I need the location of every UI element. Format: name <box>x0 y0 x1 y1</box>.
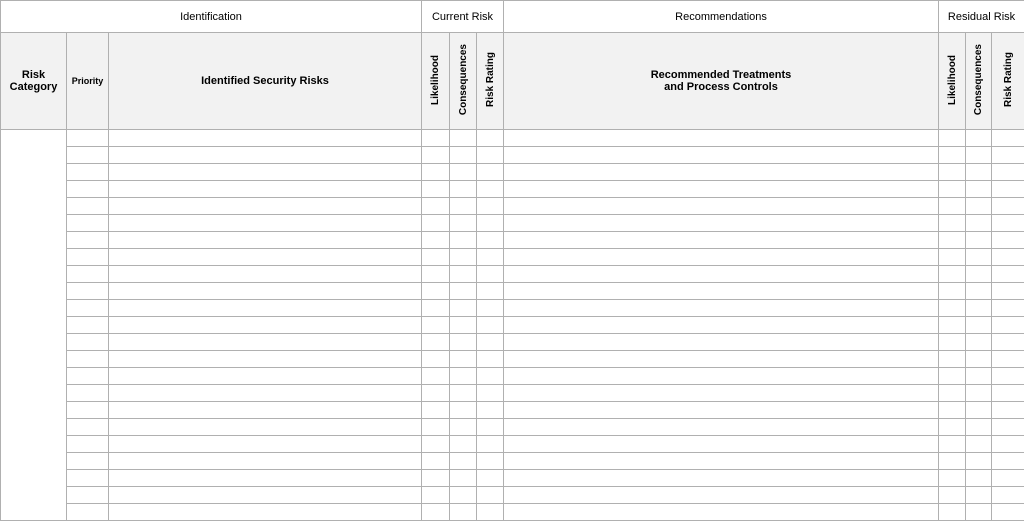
current-consequences-cell[interactable] <box>450 487 477 504</box>
risk-description-cell[interactable] <box>109 249 422 266</box>
current-consequences-cell[interactable] <box>450 385 477 402</box>
treatment-cell[interactable] <box>504 249 939 266</box>
priority-cell[interactable] <box>67 487 109 504</box>
residual-consequences-cell[interactable] <box>966 334 992 351</box>
priority-cell[interactable] <box>67 385 109 402</box>
current-likelihood-cell[interactable] <box>422 368 450 385</box>
residual-likelihood-cell[interactable] <box>939 283 966 300</box>
group-header-row <box>1 1 1024 33</box>
residual-likelihood-cell[interactable] <box>939 470 966 487</box>
treatment-cell[interactable] <box>504 419 939 436</box>
residual-consequences-cell[interactable] <box>966 385 992 402</box>
header-residual-consequences-label: Consequences <box>973 43 985 116</box>
residual-risk-rating-cell[interactable] <box>992 266 1024 283</box>
residual-likelihood-cell[interactable] <box>939 147 966 164</box>
risk-description-cell[interactable] <box>109 487 422 504</box>
risk-table-body <box>1 130 1024 521</box>
risk-description-cell[interactable] <box>109 130 422 147</box>
residual-risk-rating-cell[interactable] <box>992 317 1024 334</box>
risk-description-cell[interactable] <box>109 334 422 351</box>
header-recommended-treatments <box>504 33 939 130</box>
treatment-cell[interactable] <box>504 504 939 521</box>
table-row <box>1 470 1024 487</box>
priority-cell[interactable] <box>67 215 109 232</box>
table-row <box>1 368 1024 385</box>
residual-risk-rating-cell[interactable] <box>992 164 1024 181</box>
treatment-cell[interactable] <box>504 232 939 249</box>
current-risk-rating-cell[interactable] <box>477 232 504 249</box>
residual-likelihood-cell[interactable] <box>939 436 966 453</box>
column-header-row <box>1 33 1024 130</box>
risk-category-cell[interactable] <box>1 130 67 521</box>
header-residual-consequences <box>966 33 992 130</box>
residual-likelihood-cell[interactable] <box>939 130 966 147</box>
current-likelihood-cell[interactable] <box>422 232 450 249</box>
residual-consequences-cell[interactable] <box>966 181 992 198</box>
current-risk-rating-cell[interactable] <box>477 470 504 487</box>
treatment-cell[interactable] <box>504 300 939 317</box>
risk-description-cell[interactable] <box>109 470 422 487</box>
residual-consequences-cell[interactable] <box>966 317 992 334</box>
residual-consequences-cell[interactable] <box>966 368 992 385</box>
current-likelihood-cell[interactable] <box>422 249 450 266</box>
header-residual-likelihood-label: Likelihood <box>946 54 958 105</box>
table-row <box>1 385 1024 402</box>
table-row <box>1 147 1024 164</box>
table-row <box>1 266 1024 283</box>
table-row <box>1 487 1024 504</box>
risk-description-cell[interactable] <box>109 147 422 164</box>
table-row <box>1 300 1024 317</box>
risk-description-cell[interactable] <box>109 351 422 368</box>
current-likelihood-cell[interactable] <box>422 470 450 487</box>
residual-consequences-cell[interactable] <box>966 419 992 436</box>
residual-likelihood-cell[interactable] <box>939 368 966 385</box>
residual-consequences-cell[interactable] <box>966 436 992 453</box>
residual-risk-rating-cell[interactable] <box>992 147 1024 164</box>
current-likelihood-cell[interactable] <box>422 300 450 317</box>
residual-risk-rating-cell[interactable] <box>992 402 1024 419</box>
treatment-cell[interactable] <box>504 266 939 283</box>
risk-description-cell[interactable] <box>109 215 422 232</box>
treatment-cell[interactable] <box>504 351 939 368</box>
current-consequences-cell[interactable] <box>450 300 477 317</box>
residual-consequences-cell[interactable] <box>966 147 992 164</box>
risk-description-cell[interactable] <box>109 504 422 521</box>
residual-likelihood-cell[interactable] <box>939 351 966 368</box>
current-likelihood-cell[interactable] <box>422 266 450 283</box>
treatment-cell[interactable] <box>504 181 939 198</box>
current-consequences-cell[interactable] <box>450 436 477 453</box>
current-consequences-cell[interactable] <box>450 283 477 300</box>
current-consequences-cell[interactable] <box>450 419 477 436</box>
priority-cell[interactable] <box>67 232 109 249</box>
header-current-risk-rating-label: Risk Rating <box>484 51 496 107</box>
current-consequences-cell[interactable] <box>450 147 477 164</box>
current-likelihood-cell[interactable] <box>422 385 450 402</box>
current-risk-rating-cell[interactable] <box>477 181 504 198</box>
residual-consequences-cell[interactable] <box>966 487 992 504</box>
priority-cell[interactable] <box>67 436 109 453</box>
treatment-cell[interactable] <box>504 470 939 487</box>
priority-cell[interactable] <box>67 402 109 419</box>
current-consequences-cell[interactable] <box>450 249 477 266</box>
header-current-likelihood <box>422 33 450 130</box>
residual-likelihood-cell[interactable] <box>939 198 966 215</box>
residual-likelihood-cell[interactable] <box>939 317 966 334</box>
residual-consequences-cell[interactable] <box>966 215 992 232</box>
header-current-consequences <box>450 33 477 130</box>
current-likelihood-cell[interactable] <box>422 283 450 300</box>
treatment-cell[interactable] <box>504 147 939 164</box>
current-likelihood-cell[interactable] <box>422 181 450 198</box>
current-likelihood-cell[interactable] <box>422 198 450 215</box>
residual-risk-rating-cell[interactable] <box>992 453 1024 470</box>
current-likelihood-cell[interactable] <box>422 436 450 453</box>
risk-description-cell[interactable] <box>109 385 422 402</box>
residual-likelihood-cell[interactable] <box>939 232 966 249</box>
current-likelihood-cell[interactable] <box>422 419 450 436</box>
residual-likelihood-cell[interactable] <box>939 215 966 232</box>
residual-likelihood-cell[interactable] <box>939 504 966 521</box>
header-residual-risk-rating <box>992 33 1024 130</box>
priority-cell[interactable] <box>67 249 109 266</box>
risk-description-cell[interactable] <box>109 164 422 181</box>
current-risk-rating-cell[interactable] <box>477 130 504 147</box>
priority-cell[interactable] <box>67 181 109 198</box>
group-recommendations: Recommendations <box>504 1 939 33</box>
treatment-cell[interactable] <box>504 130 939 147</box>
residual-likelihood-cell[interactable] <box>939 300 966 317</box>
group-residual-risk: Residual Risk <box>939 1 1024 33</box>
risk-description-cell[interactable] <box>109 402 422 419</box>
current-consequences-cell[interactable] <box>450 470 477 487</box>
risk-description-cell[interactable] <box>109 419 422 436</box>
priority-cell[interactable] <box>67 317 109 334</box>
current-consequences-cell[interactable] <box>450 181 477 198</box>
treatment-cell[interactable] <box>504 436 939 453</box>
table-row <box>1 504 1024 521</box>
priority-cell[interactable] <box>67 283 109 300</box>
table-row <box>1 351 1024 368</box>
residual-risk-rating-cell[interactable] <box>992 487 1024 504</box>
treatment-cell[interactable] <box>504 385 939 402</box>
current-risk-rating-cell[interactable] <box>477 453 504 470</box>
table-row <box>1 283 1024 300</box>
priority-cell[interactable] <box>67 147 109 164</box>
current-likelihood-cell[interactable] <box>422 215 450 232</box>
residual-likelihood-cell[interactable] <box>939 487 966 504</box>
risk-description-cell[interactable] <box>109 300 422 317</box>
residual-likelihood-cell[interactable] <box>939 181 966 198</box>
header-risk-category-line1: Risk <box>21 69 46 81</box>
current-consequences-cell[interactable] <box>450 368 477 385</box>
header-residual-risk-rating-label: Risk Rating <box>1002 51 1014 107</box>
header-identified-security-risks: Identified Security Risks <box>109 33 422 130</box>
residual-consequences-cell[interactable] <box>966 470 992 487</box>
priority-cell[interactable] <box>67 419 109 436</box>
priority-cell[interactable] <box>67 164 109 181</box>
table-row <box>1 181 1024 198</box>
header-risk-category-line2: Category <box>9 81 58 93</box>
residual-likelihood-cell[interactable] <box>939 334 966 351</box>
priority-cell[interactable] <box>67 351 109 368</box>
current-consequences-cell[interactable] <box>450 164 477 181</box>
current-risk-rating-cell[interactable] <box>477 198 504 215</box>
residual-likelihood-cell[interactable] <box>939 249 966 266</box>
current-risk-rating-cell[interactable] <box>477 215 504 232</box>
priority-cell[interactable] <box>67 130 109 147</box>
treatment-cell[interactable] <box>504 334 939 351</box>
risk-description-cell[interactable] <box>109 283 422 300</box>
current-risk-rating-cell[interactable] <box>477 334 504 351</box>
current-likelihood-cell[interactable] <box>422 130 450 147</box>
residual-risk-rating-cell[interactable] <box>992 470 1024 487</box>
residual-risk-rating-cell[interactable] <box>992 368 1024 385</box>
current-likelihood-cell[interactable] <box>422 147 450 164</box>
table-row <box>1 436 1024 453</box>
treatment-cell[interactable] <box>504 487 939 504</box>
residual-consequences-cell[interactable] <box>966 266 992 283</box>
residual-likelihood-cell[interactable] <box>939 419 966 436</box>
current-risk-rating-cell[interactable] <box>477 317 504 334</box>
current-risk-rating-cell[interactable] <box>477 487 504 504</box>
header-residual-likelihood <box>939 33 966 130</box>
residual-consequences-cell[interactable] <box>966 351 992 368</box>
priority-cell[interactable] <box>67 198 109 215</box>
current-likelihood-cell[interactable] <box>422 402 450 419</box>
residual-risk-rating-cell[interactable] <box>992 385 1024 402</box>
current-consequences-cell[interactable] <box>450 351 477 368</box>
residual-risk-rating-cell[interactable] <box>992 249 1024 266</box>
residual-consequences-cell[interactable] <box>966 504 992 521</box>
priority-cell[interactable] <box>67 470 109 487</box>
table-row <box>1 249 1024 266</box>
residual-risk-rating-cell[interactable] <box>992 130 1024 147</box>
current-risk-rating-cell[interactable] <box>477 504 504 521</box>
residual-consequences-cell[interactable] <box>966 232 992 249</box>
current-likelihood-cell[interactable] <box>422 334 450 351</box>
treatment-cell[interactable] <box>504 164 939 181</box>
risk-description-cell[interactable] <box>109 436 422 453</box>
table-row <box>1 402 1024 419</box>
treatment-cell[interactable] <box>504 317 939 334</box>
current-likelihood-cell[interactable] <box>422 351 450 368</box>
residual-risk-rating-cell[interactable] <box>992 300 1024 317</box>
header-current-risk-rating <box>477 33 504 130</box>
header-priority: Priority <box>67 33 109 130</box>
header-risk-category <box>1 33 67 130</box>
current-risk-rating-cell[interactable] <box>477 147 504 164</box>
risk-description-cell[interactable] <box>109 266 422 283</box>
residual-risk-rating-cell[interactable] <box>992 436 1024 453</box>
current-likelihood-cell[interactable] <box>422 487 450 504</box>
risk-description-cell[interactable] <box>109 181 422 198</box>
current-consequences-cell[interactable] <box>450 504 477 521</box>
current-risk-rating-cell[interactable] <box>477 402 504 419</box>
risk-description-cell[interactable] <box>109 368 422 385</box>
residual-risk-rating-cell[interactable] <box>992 283 1024 300</box>
risk-description-cell[interactable] <box>109 198 422 215</box>
residual-consequences-cell[interactable] <box>966 198 992 215</box>
residual-risk-rating-cell[interactable] <box>992 215 1024 232</box>
table-row <box>1 453 1024 470</box>
current-risk-rating-cell[interactable] <box>477 266 504 283</box>
table-row <box>1 198 1024 215</box>
risk-description-cell[interactable] <box>109 453 422 470</box>
current-risk-rating-cell[interactable] <box>477 283 504 300</box>
residual-consequences-cell[interactable] <box>966 453 992 470</box>
residual-risk-rating-cell[interactable] <box>992 334 1024 351</box>
table-row <box>1 419 1024 436</box>
risk-description-cell[interactable] <box>109 232 422 249</box>
group-identification: Identification <box>1 1 422 33</box>
priority-cell[interactable] <box>67 504 109 521</box>
residual-consequences-cell[interactable] <box>966 283 992 300</box>
current-risk-rating-cell[interactable] <box>477 164 504 181</box>
current-risk-rating-cell[interactable] <box>477 385 504 402</box>
residual-risk-rating-cell[interactable] <box>992 181 1024 198</box>
treatment-cell[interactable] <box>504 453 939 470</box>
current-consequences-cell[interactable] <box>450 402 477 419</box>
current-risk-rating-cell[interactable] <box>477 419 504 436</box>
residual-consequences-cell[interactable] <box>966 402 992 419</box>
residual-risk-rating-cell[interactable] <box>992 351 1024 368</box>
treatment-cell[interactable] <box>504 368 939 385</box>
priority-cell[interactable] <box>67 300 109 317</box>
treatment-cell[interactable] <box>504 283 939 300</box>
current-consequences-cell[interactable] <box>450 317 477 334</box>
residual-risk-rating-cell[interactable] <box>992 504 1024 521</box>
table-row <box>1 164 1024 181</box>
priority-cell[interactable] <box>67 453 109 470</box>
current-consequences-cell[interactable] <box>450 232 477 249</box>
residual-risk-rating-cell[interactable] <box>992 232 1024 249</box>
current-consequences-cell[interactable] <box>450 334 477 351</box>
current-risk-rating-cell[interactable] <box>477 436 504 453</box>
current-likelihood-cell[interactable] <box>422 164 450 181</box>
header-current-consequences-label: Consequences <box>457 43 469 116</box>
table-row <box>1 232 1024 249</box>
table-row <box>1 317 1024 334</box>
current-risk-rating-cell[interactable] <box>477 368 504 385</box>
current-risk-rating-cell[interactable] <box>477 249 504 266</box>
current-consequences-cell[interactable] <box>450 266 477 283</box>
treatment-cell[interactable] <box>504 198 939 215</box>
risk-description-cell[interactable] <box>109 317 422 334</box>
residual-consequences-cell[interactable] <box>966 249 992 266</box>
table-row <box>1 130 1024 147</box>
priority-cell[interactable] <box>67 266 109 283</box>
priority-cell[interactable] <box>67 368 109 385</box>
group-current-risk: Current Risk <box>422 1 504 33</box>
current-likelihood-cell[interactable] <box>422 453 450 470</box>
residual-risk-rating-cell[interactable] <box>992 419 1024 436</box>
header-treatments-line2: and Process Controls <box>664 81 778 93</box>
current-likelihood-cell[interactable] <box>422 504 450 521</box>
priority-cell[interactable] <box>67 334 109 351</box>
residual-likelihood-cell[interactable] <box>939 266 966 283</box>
treatment-cell[interactable] <box>504 215 939 232</box>
current-risk-rating-cell[interactable] <box>477 351 504 368</box>
treatment-cell[interactable] <box>504 402 939 419</box>
current-consequences-cell[interactable] <box>450 130 477 147</box>
current-risk-rating-cell[interactable] <box>477 300 504 317</box>
residual-likelihood-cell[interactable] <box>939 453 966 470</box>
header-current-likelihood-label: Likelihood <box>430 54 441 105</box>
current-consequences-cell[interactable] <box>450 198 477 215</box>
residual-consequences-cell[interactable] <box>966 300 992 317</box>
residual-consequences-cell[interactable] <box>966 164 992 181</box>
current-consequences-cell[interactable] <box>450 215 477 232</box>
residual-risk-rating-cell[interactable] <box>992 198 1024 215</box>
header-treatments-line1: Recommended Treatments <box>650 69 792 81</box>
residual-likelihood-cell[interactable] <box>939 385 966 402</box>
current-consequences-cell[interactable] <box>450 453 477 470</box>
table-row <box>1 215 1024 232</box>
residual-likelihood-cell[interactable] <box>939 402 966 419</box>
residual-consequences-cell[interactable] <box>966 130 992 147</box>
table-row <box>1 334 1024 351</box>
current-likelihood-cell[interactable] <box>422 317 450 334</box>
residual-likelihood-cell[interactable] <box>939 164 966 181</box>
